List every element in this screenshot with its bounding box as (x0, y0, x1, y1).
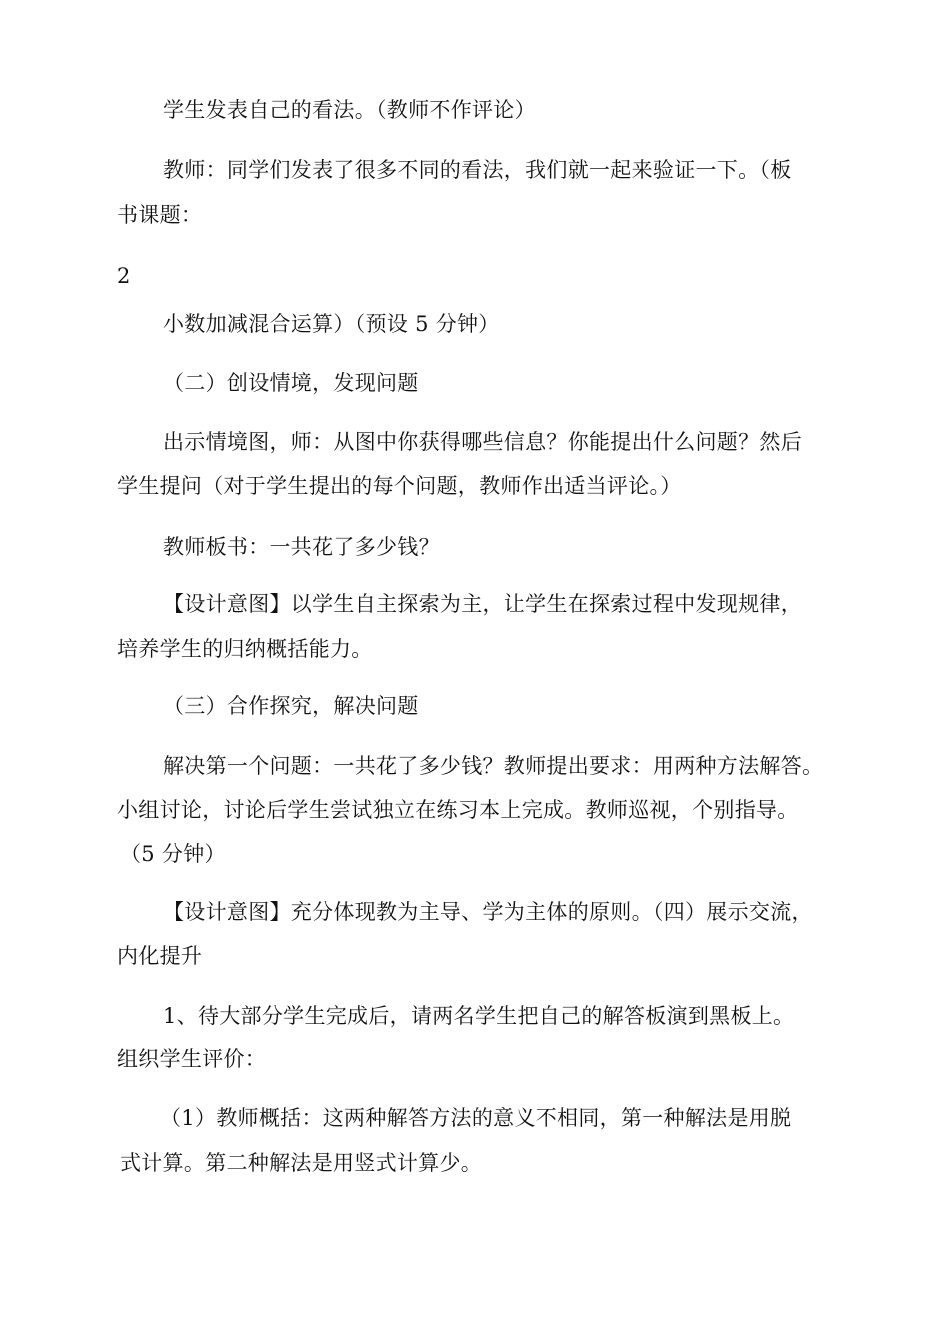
paragraph-line: 学生发表自己的看法。（教师不作评论） (163, 98, 536, 122)
paragraph-line: 组织学生评价： (117, 1047, 267, 1071)
paragraph-line: （1）教师概括：这两种解答方法的意义不相同，第一种解法是用脱 (160, 1106, 792, 1130)
paragraph-line: 小组讨论，讨论后学生尝试独立在练习本上完成。教师巡视，个别指导。 (117, 798, 799, 822)
paragraph-line: 内化提升 (117, 944, 203, 968)
paragraph-line: 教师：同学们发表了很多不同的看法，我们就一起来验证一下。（板 (163, 158, 792, 182)
design-intent-line: 【设计意图】充分体现教为主导、学为主体的原则。（四）展示交流， (163, 900, 813, 924)
paragraph-line: （5 分钟） (120, 842, 226, 866)
section-heading: （二）创设情境，发现问题 (163, 371, 419, 395)
paragraph-line: 教师板书：一共花了多少钱？ (163, 535, 440, 559)
paragraph-line: 书课题： (117, 203, 203, 227)
section-heading: （三）合作探究，解决问题 (163, 694, 419, 718)
paragraph-line: 1、待大部分学生完成后，请两名学生把自己的解答板演到黑板上。 (163, 1004, 795, 1028)
design-intent-line: 【设计意图】以学生自主探索为主，让学生在探索过程中发现规律， (163, 592, 802, 616)
paragraph-line: 小数加减混合运算）（预设 5 分钟） (163, 312, 500, 336)
paragraph-line: 学生提问（对于学生提出的每个问题，教师作出适当评论。） (117, 474, 682, 498)
page-number: 2 (117, 264, 131, 288)
paragraph-line: 式计算。第二种解法是用竖式计算少。 (120, 1151, 483, 1175)
paragraph-line: 出示情境图，师：从图中你获得哪些信息？你能提出什么问题？然后 (163, 430, 802, 454)
paragraph-line: 培养学生的归纳概括能力。 (117, 637, 373, 661)
paragraph-line: 解决第一个问题：一共花了多少钱？教师提出要求：用两种方法解答。 (163, 754, 824, 778)
